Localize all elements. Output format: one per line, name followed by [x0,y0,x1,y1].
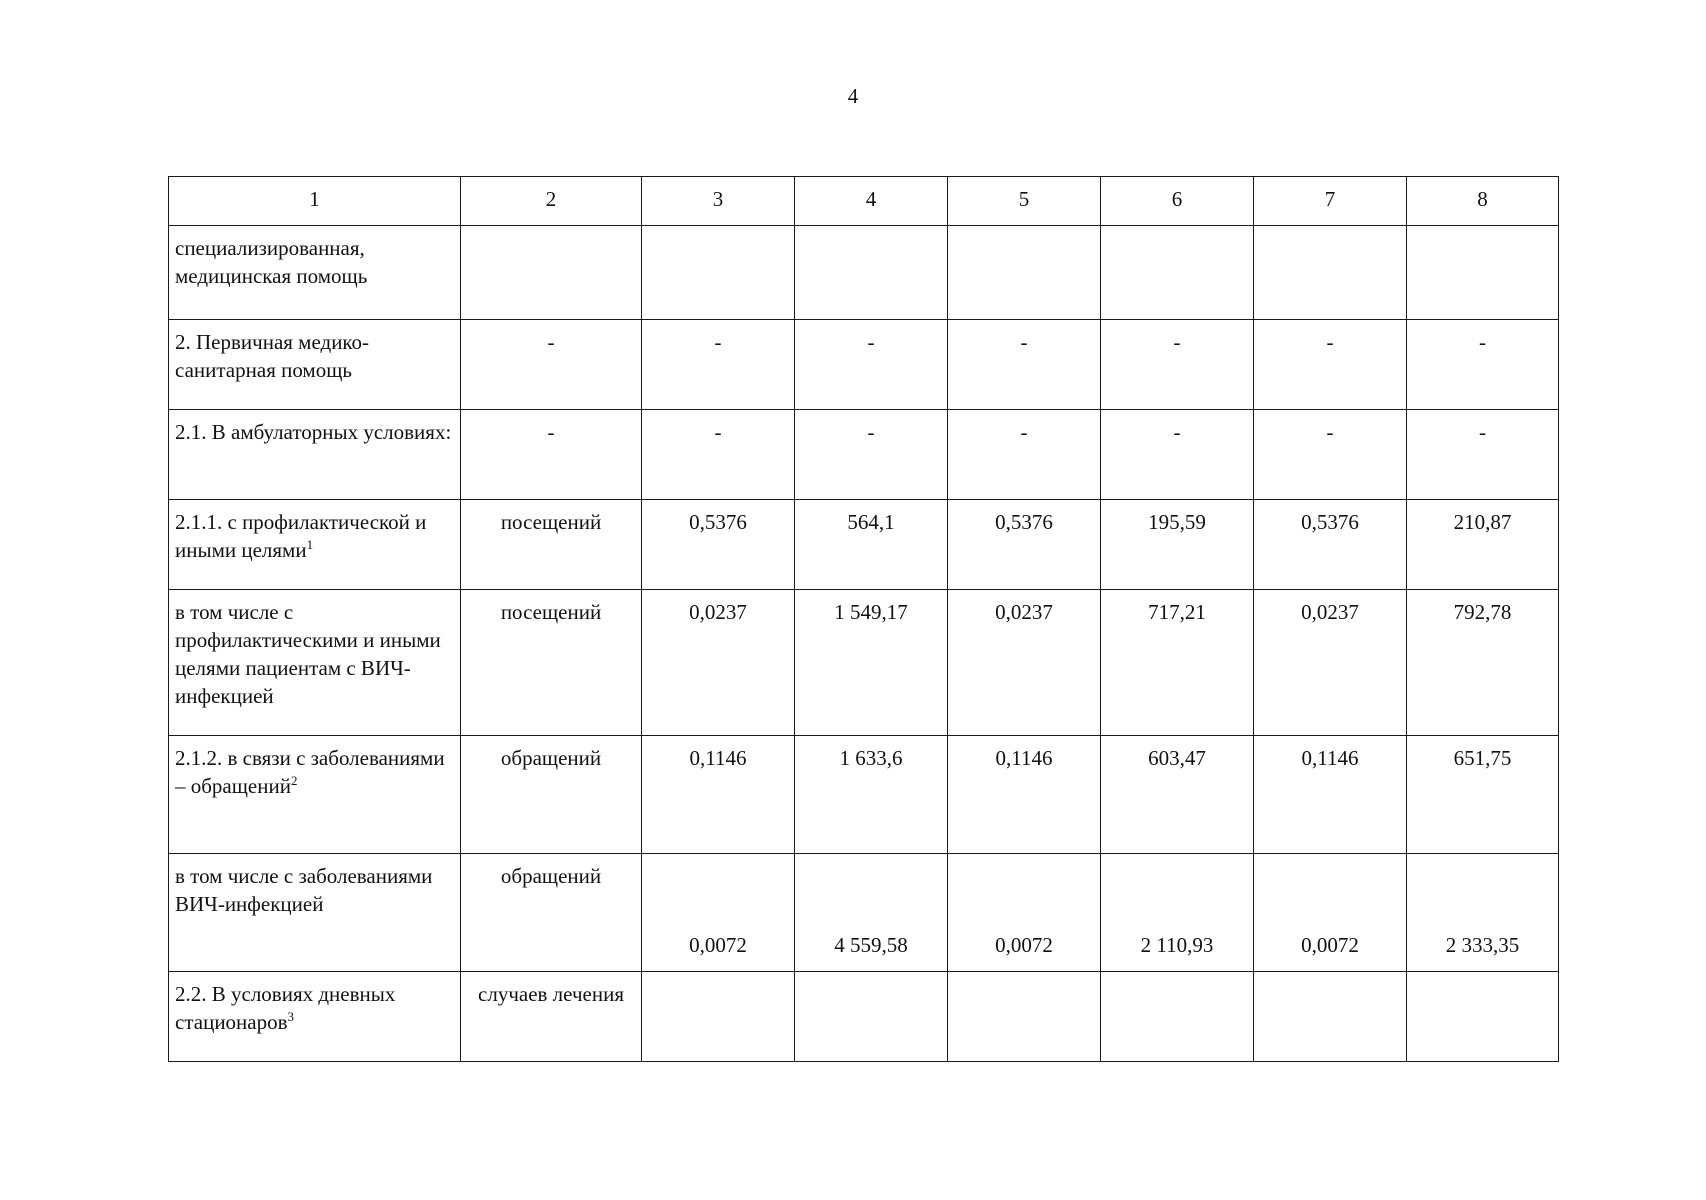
value-cell: - [642,410,795,500]
value-cell [1407,972,1559,1062]
value-cell: 792,78 [1407,590,1559,736]
value-cell: - [1101,320,1254,410]
value-cell: 0,0072 [642,854,795,972]
row-label: в том числе с профилактическими и иными целями пациентам с ВИЧ-инфекцией [169,590,461,736]
table-row [169,972,1559,1062]
footnote-marker: 3 [287,1009,295,1024]
page-number: 4 [847,84,859,108]
row-unit: - [461,410,642,500]
value-cell [948,226,1101,320]
value-cell: - [1407,410,1559,500]
value-cell: 195,59 [1101,500,1254,590]
value-cell: 0,0237 [642,590,795,736]
column-header-2: 2 [461,177,642,226]
column-header-1: 1 [169,177,461,226]
row-unit [461,226,642,320]
row-label: в том числе с заболеваниями ВИЧ-инфекцией [169,854,461,972]
value-cell: - [1407,320,1559,410]
table-row [169,320,1559,410]
value-cell: - [948,320,1101,410]
value-cell [795,972,948,1062]
data-table [168,176,1559,1062]
row-label: 2.2. В условиях дневных стационаров$^3$ [169,972,461,1062]
table-row [169,590,1559,736]
value-cell: 0,0072 [948,854,1101,972]
row-unit: случаев лечения [461,972,642,1062]
row-label: 2. Первичная медико-санитарная помощь [169,320,461,410]
value-cell [1254,226,1407,320]
row-label: 2.1.1. с профилактической и иными целями$^1$ [169,500,461,590]
column-header-6: 6 [1101,177,1254,226]
value-cell [1101,226,1254,320]
value-cell: 717,21 [1101,590,1254,736]
column-header-8: 8 [1407,177,1559,226]
value-cell: - [1101,410,1254,500]
value-cell: 0,5376 [642,500,795,590]
row-unit: посещений [461,590,642,736]
value-cell: 0,5376 [948,500,1101,590]
footnote-marker: 2 [290,773,298,788]
value-cell: 2 333,35 [1407,854,1559,972]
column-header-7: 7 [1254,177,1407,226]
value-cell: - [1254,320,1407,410]
column-number-row [169,177,1559,226]
value-cell: 0,5376 [1254,500,1407,590]
value-cell: - [795,320,948,410]
value-cell: 651,75 [1407,736,1559,854]
row-label: 2.1. В амбулаторных условиях: [169,410,461,500]
value-cell [642,226,795,320]
row-label: 2.1.2. в связи с заболеваниями – обращений$^2$ [169,736,461,854]
value-cell: 0,0237 [1254,590,1407,736]
value-cell [795,226,948,320]
value-cell: 210,87 [1407,500,1559,590]
row-unit: обращений [461,854,642,972]
table-row [169,410,1559,500]
value-cell [948,972,1101,1062]
row-label: специализированная, медицинская помощь [169,226,461,320]
value-cell: 1 633,6 [795,736,948,854]
value-cell [1254,972,1407,1062]
value-cell: - [948,410,1101,500]
value-cell: 0,1146 [1254,736,1407,854]
table-row [169,854,1559,972]
footnote-marker: 1 [306,537,314,552]
row-unit: посещений [461,500,642,590]
value-cell: 0,1146 [948,736,1101,854]
table-row [169,500,1559,590]
value-cell: - [795,410,948,500]
value-cell: 0,1146 [642,736,795,854]
value-cell: 603,47 [1101,736,1254,854]
value-cell [1101,972,1254,1062]
value-cell: - [642,320,795,410]
value-cell: 564,1 [795,500,948,590]
value-cell [642,972,795,1062]
table-row [169,226,1559,320]
column-header-4: 4 [795,177,948,226]
table-row [169,736,1559,854]
value-cell: - [1254,410,1407,500]
value-cell: 1 549,17 [795,590,948,736]
row-unit: - [461,320,642,410]
value-cell: 0,0072 [1254,854,1407,972]
row-unit: обращений [461,736,642,854]
value-cell: 0,0237 [948,590,1101,736]
column-header-5: 5 [948,177,1101,226]
value-cell [1407,226,1559,320]
value-cell: 4 559,58 [795,854,948,972]
value-cell: 2 110,93 [1101,854,1254,972]
column-header-3: 3 [642,177,795,226]
